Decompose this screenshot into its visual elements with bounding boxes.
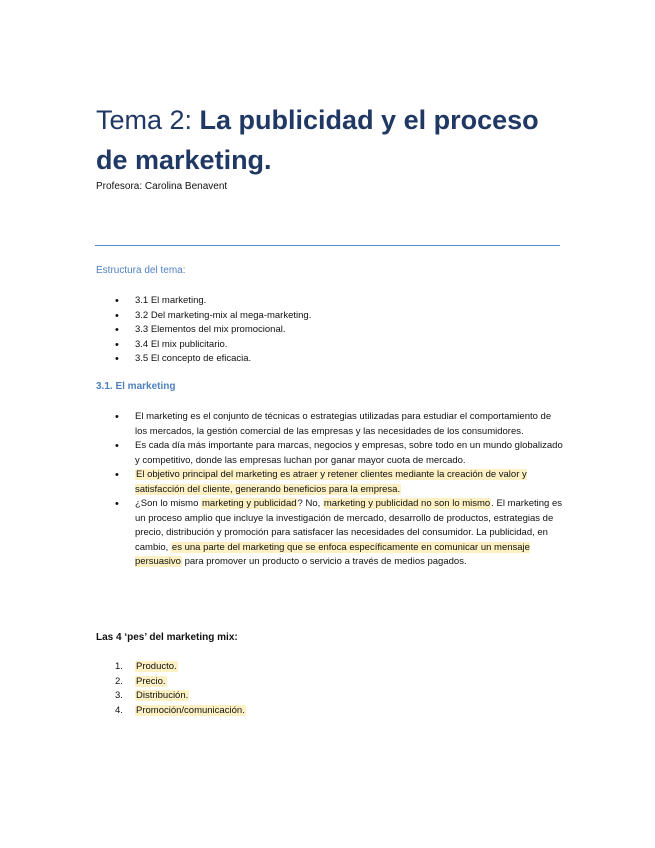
divider-line <box>95 245 560 246</box>
page-title <box>96 100 566 180</box>
highlight: marketing y publicidad <box>202 498 297 509</box>
highlight: Promoción/comunicación. <box>136 704 245 716</box>
mix-item <box>115 660 246 675</box>
title-main: La publicidad y el proceso de marketing. <box>96 105 539 175</box>
bullet-item: • Es cada día más importante para marcas, negocios y empresas, sobre todo en un mundo globalizado y competitivo, donde las empresas luchan por ganar mayor cuota de mercado. <box>115 439 563 468</box>
highlight: Distribución. <box>136 690 189 702</box>
toc-item: • 3.1 El marketing. <box>115 294 311 309</box>
highlight: Producto. <box>136 661 177 672</box>
mix-item <box>115 704 246 719</box>
bullet-text: . El marketing es un proceso amplio que incluye la investigación de mercado, desarrollo de productos, estrategias de precio, distribución y promoción para satisfacer las necesidades del consumidor. La publicidad, en cambio, <box>135 498 562 553</box>
highlight: Precio. <box>136 675 166 687</box>
structure-heading: Estructura del tema: <box>96 265 186 276</box>
toc-item: • 3.5 El concepto de eficacia. <box>115 352 311 367</box>
highlight: es una parte del marketing que se enfoca específicamente en comunicar un mensaje persuasivo <box>135 541 530 567</box>
mix-list <box>115 660 246 718</box>
toc-item: • 3.3 Elementos del mix promocional. <box>115 323 311 338</box>
bullet-text: ? No, <box>297 498 323 509</box>
toc-list <box>115 294 311 367</box>
mix-number: 2. <box>115 675 123 687</box>
section-heading: 3.1. El marketing <box>96 381 176 392</box>
bullet-item: • El marketing es el conjunto de técnicas o estrategias utilizadas para estudiar el comportamiento de los mercados, la gestión comercial de las empresas y las necesidades de los consumidores. <box>115 410 563 439</box>
bullet-item <box>115 468 563 497</box>
mix-number: 3. <box>115 690 123 702</box>
highlight: marketing y publicidad no son lo mismo <box>323 498 491 509</box>
highlight: El objetivo principal del marketing es atraer y retener clientes mediante la creación de valor y satisfacción del cliente, generando beneficios para la empresa. <box>135 469 527 495</box>
mix-number: 4. <box>115 704 123 716</box>
teacher-name: Profesora: Carolina Benavent <box>96 181 228 192</box>
bullet-text: para promover un producto o servicio a través de medios pagados. <box>181 556 467 567</box>
mix-heading: Las 4 ‘pes’ del marketing mix: <box>96 632 238 643</box>
mix-item <box>115 675 246 690</box>
mix-number: 1. <box>115 661 123 672</box>
bullet-list <box>115 410 563 570</box>
title-prefix: Tema 2: <box>96 105 200 135</box>
bullet-item <box>115 497 563 570</box>
bullet-text: ¿Son lo mismo <box>135 498 201 509</box>
toc-item: • 3.4 El mix publicitario. <box>115 338 311 353</box>
toc-item: • 3.2 Del marketing-mix al mega-marketing. <box>115 309 311 324</box>
mix-item <box>115 689 246 704</box>
